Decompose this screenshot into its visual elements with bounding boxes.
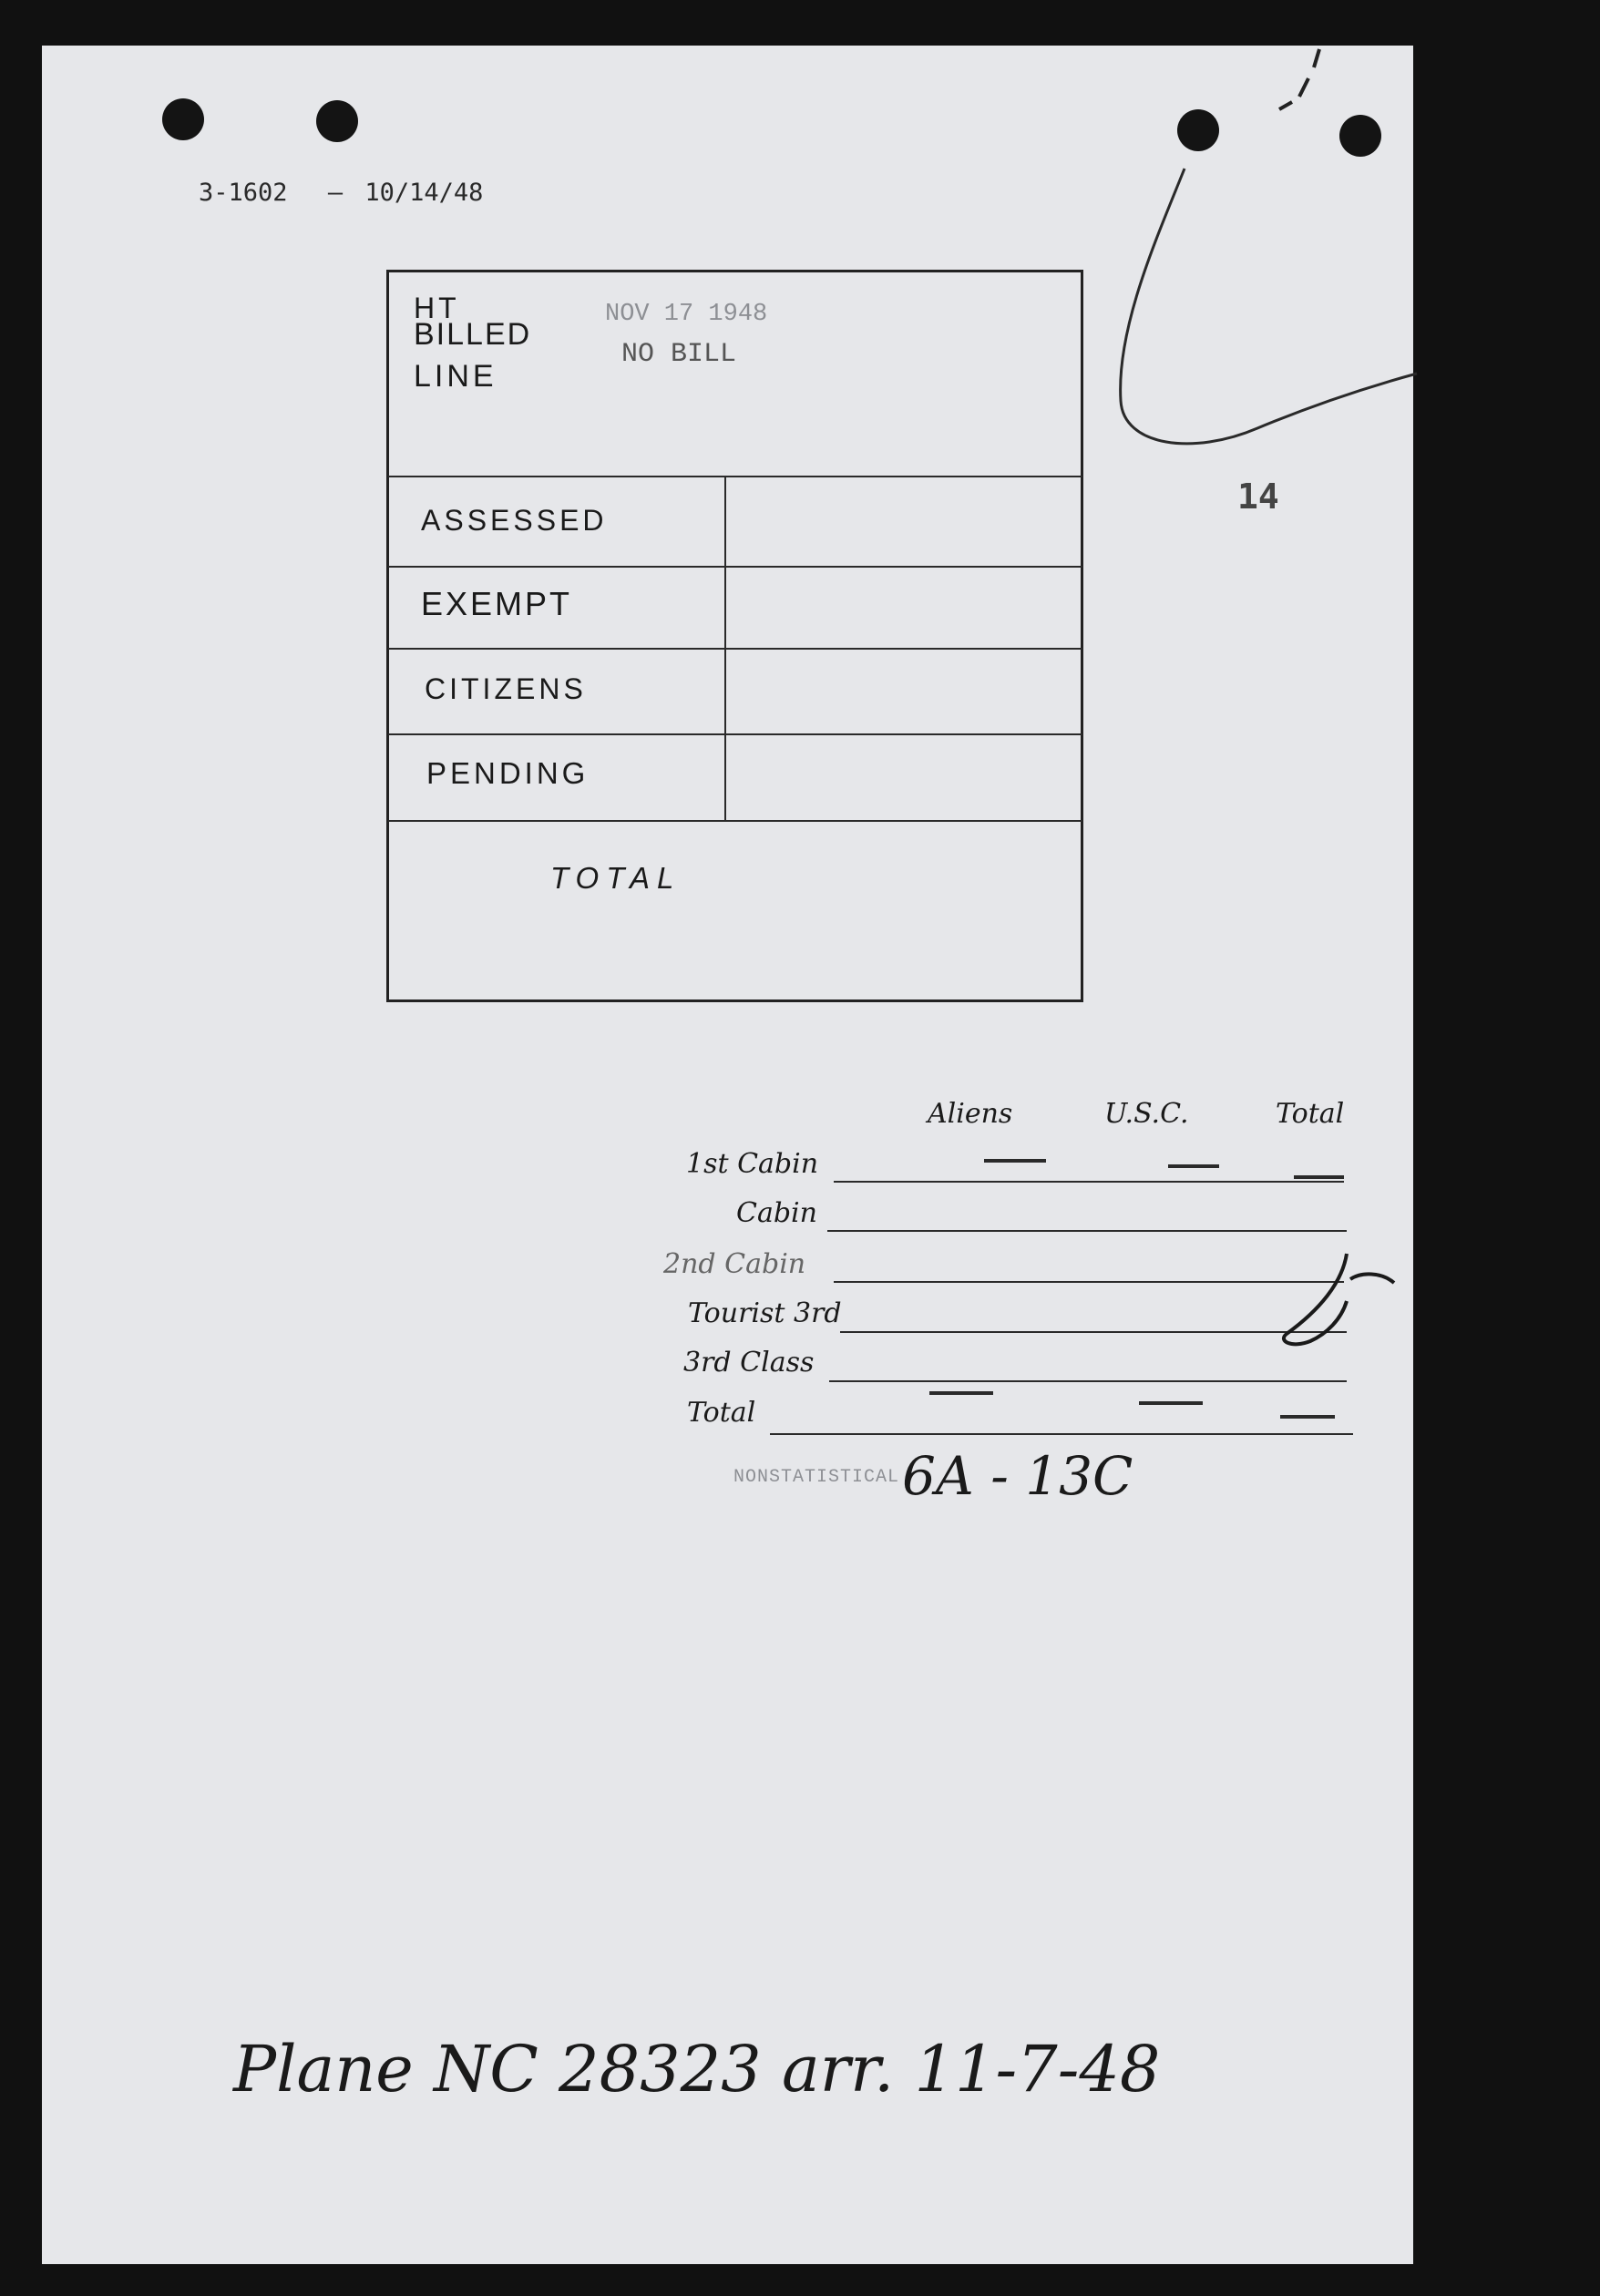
- row-label-total: TOTAL: [550, 861, 682, 895]
- cabin-row-label: 1st Cabin: [686, 1148, 819, 1180]
- punch-hole: [1339, 115, 1381, 157]
- box-divider: [388, 820, 1082, 822]
- no-bill-stamp: NO BILL: [621, 339, 737, 370]
- cabin-row-line: [834, 1281, 1344, 1283]
- initials-scribble: [1274, 1246, 1410, 1356]
- file-reference: [199, 179, 483, 207]
- punch-hole: [316, 100, 358, 142]
- box-column-divider: [724, 477, 726, 820]
- file-ref-number: 3-1602: [199, 179, 288, 207]
- column-header-usc: U.S.C.: [1104, 1098, 1189, 1130]
- row-label-citizens: CITIZENS: [425, 672, 587, 705]
- column-header-aliens: Aliens: [928, 1098, 1013, 1130]
- box-divider: [388, 648, 1082, 650]
- box-divider: [388, 476, 1082, 477]
- nil-dash: [1294, 1175, 1344, 1179]
- corner-marks: [1267, 46, 1339, 118]
- nil-dash: [1280, 1415, 1335, 1419]
- row-label-exempt: EXEMPT: [421, 585, 573, 622]
- cabin-row-label: 3rd Class: [683, 1347, 815, 1379]
- initials-scribble-graphic: [1274, 1246, 1410, 1356]
- nonstatistical-code: 6A - 13C: [902, 1445, 1133, 1507]
- punch-hole: [162, 98, 204, 140]
- received-date-stamp: NOV 17 1948: [605, 301, 768, 328]
- cabin-row-label: Cabin: [736, 1197, 817, 1229]
- cabin-row-label: Total: [687, 1397, 756, 1429]
- cabin-row-line: [827, 1230, 1347, 1232]
- nil-dash: [984, 1159, 1046, 1163]
- box-header-billed: BILLED: [414, 317, 532, 352]
- routing-check-mark: [1093, 155, 1421, 474]
- cabin-row-line: [834, 1181, 1344, 1183]
- arrival-note: Plane NC 28323 arr. 11-7-48: [233, 2032, 1161, 2106]
- cabin-row-line: [829, 1380, 1347, 1382]
- nil-dash: [929, 1391, 993, 1395]
- cabin-row-label: Tourist 3rd: [688, 1297, 842, 1329]
- nil-dash: [1168, 1164, 1219, 1168]
- box-divider: [388, 733, 1082, 735]
- file-ref-date: 10/14/48: [364, 179, 484, 207]
- cabin-row-label: 2nd Cabin: [663, 1248, 806, 1280]
- cabin-row-line: [770, 1433, 1353, 1435]
- page-number: 14: [1237, 477, 1279, 517]
- box-header-line: LINE: [414, 359, 497, 394]
- cabin-row-line: [840, 1331, 1347, 1333]
- nil-dash: [1139, 1401, 1203, 1405]
- nonstatistical-stamp: NONSTATISTICAL: [733, 1467, 900, 1488]
- row-label-assessed: ASSESSED: [421, 504, 608, 537]
- punch-hole: [1177, 109, 1219, 151]
- row-label-pending: PENDING: [426, 756, 590, 790]
- box-divider: [388, 566, 1082, 568]
- box-header-ht: HT: [414, 292, 460, 324]
- file-ref-dash: —: [327, 179, 344, 207]
- column-header-total: Total: [1276, 1098, 1345, 1130]
